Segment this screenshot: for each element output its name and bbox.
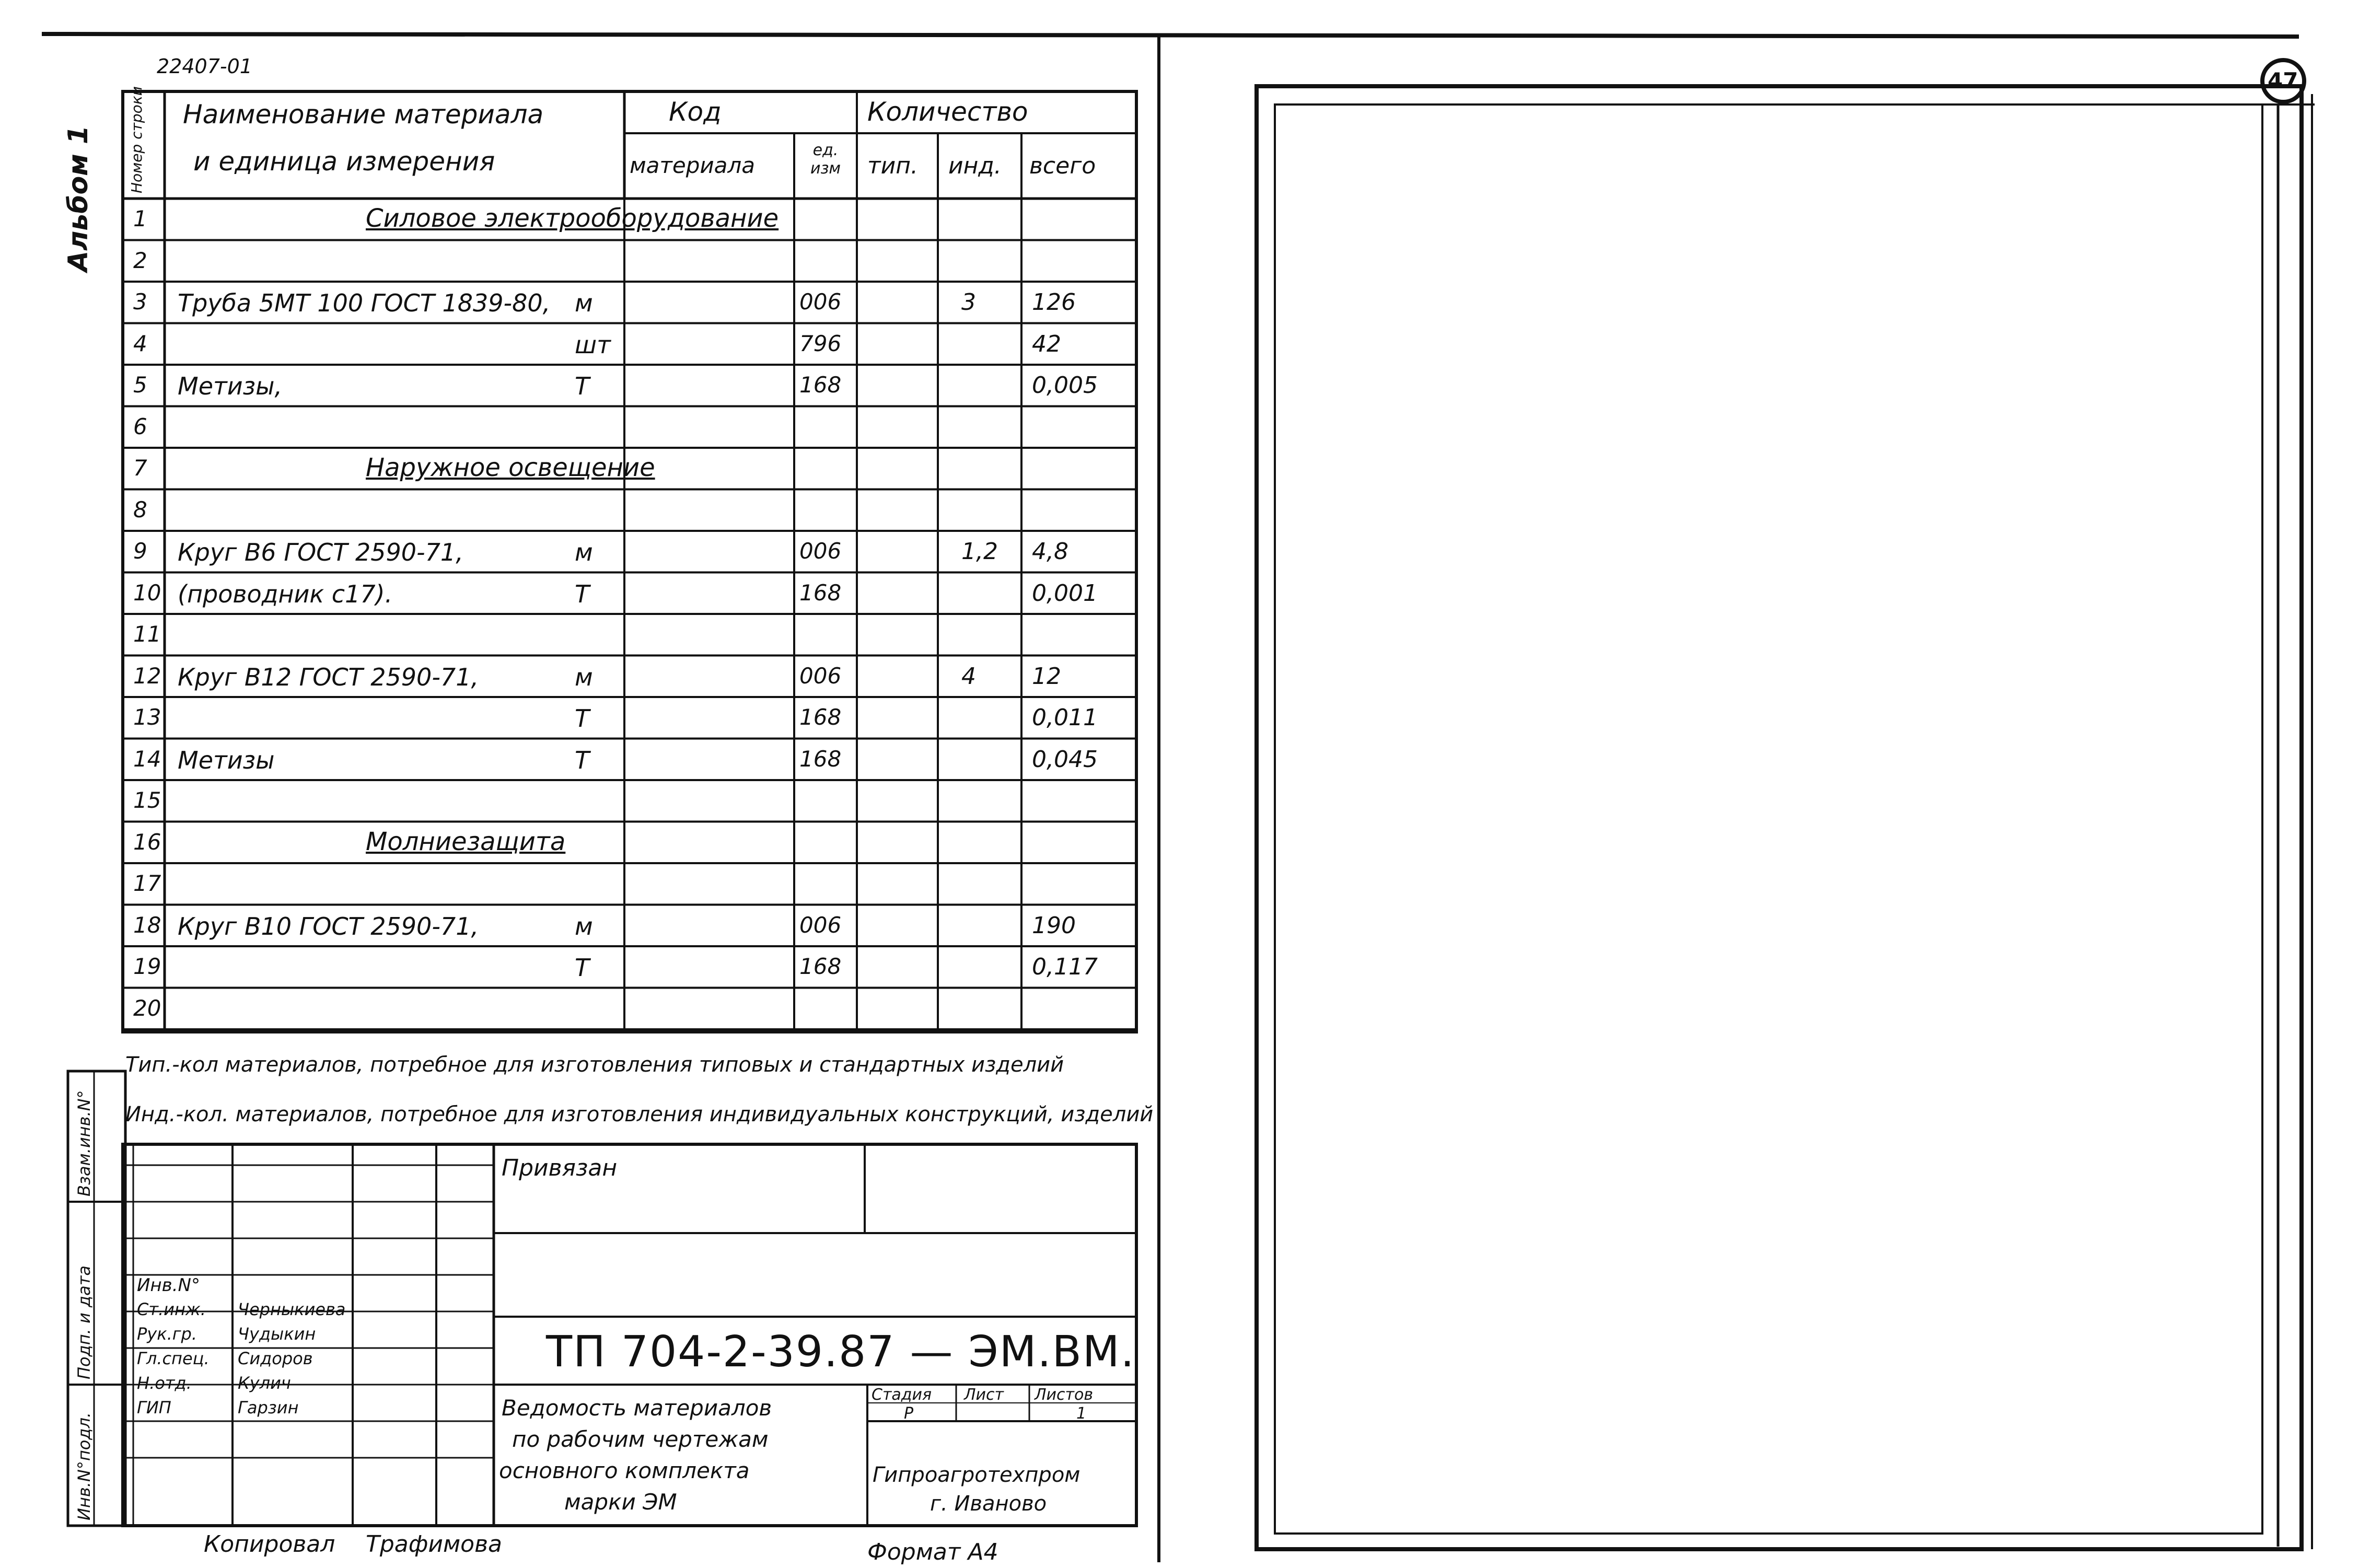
total-quantity: 4,8	[1032, 538, 1068, 565]
album-label: Альбом 1	[63, 125, 94, 272]
material-name: Метизы	[178, 746, 275, 774]
row-number: 15	[133, 787, 161, 813]
unit-code: 006	[799, 289, 842, 315]
sheet-label: Лист	[964, 1386, 1004, 1404]
person-name: Гарзин	[238, 1398, 299, 1418]
person-name: Сидоров	[238, 1349, 313, 1368]
header-material: материала	[630, 153, 756, 178]
header-name-line2: и единица измерения	[193, 146, 495, 177]
material-name: (проводник с17).	[178, 579, 393, 608]
total-quantity: 0,005	[1032, 372, 1098, 399]
row-number: 18	[133, 912, 161, 938]
unit-code: 168	[799, 954, 842, 979]
row-number: 16	[133, 829, 161, 855]
header-total: всего	[1029, 153, 1096, 179]
row-number: 13	[133, 704, 161, 730]
total-quantity: 0,001	[1032, 579, 1098, 607]
header-name-line1: Наименование материала	[183, 99, 544, 130]
row-number: 5	[133, 372, 147, 398]
material-name: Круг В6 ГОСТ 2590-71,	[178, 538, 463, 566]
material-name: Круг В12 ГОСТ 2590-71,	[178, 663, 479, 691]
doc-title-3: основного комплекта	[499, 1458, 750, 1483]
unit-label: Т	[575, 704, 590, 733]
page-number: 47	[2268, 68, 2298, 94]
row-number: 8	[133, 496, 147, 522]
row-number: 14	[133, 746, 161, 772]
total-quantity: 42	[1032, 330, 1061, 357]
material-name: Метизы,	[178, 372, 283, 400]
ind-quantity: 1,2	[961, 538, 998, 565]
unit-label: м	[575, 912, 593, 940]
total-quantity: 126	[1032, 289, 1076, 316]
header-code: Код	[669, 97, 722, 127]
row-number: 7	[133, 455, 147, 481]
unit-code: 006	[799, 538, 842, 564]
ind-quantity: 4	[961, 663, 976, 690]
side-podp-data: Подп. и дата	[74, 1265, 94, 1379]
doc-title-4: марки ЭМ	[564, 1489, 677, 1515]
unit-label: м	[575, 663, 593, 691]
designation: ТП 704-2-39.87 — ЭМ.ВМ.	[546, 1327, 1135, 1377]
privyazan-label: Привязан	[502, 1155, 618, 1181]
role-label: Ст.инж.	[137, 1299, 206, 1319]
doc-title-1: Ведомость материалов	[502, 1395, 772, 1421]
header-quantity: Количество	[867, 97, 1028, 127]
unit-code: 006	[799, 663, 842, 689]
unit-code: 168	[799, 579, 842, 606]
note-ind: Инд.-кол. материалов, потребное для изготовления индивидуальных конструкций, изделий	[125, 1102, 1154, 1126]
unit-code: 006	[799, 912, 842, 938]
unit-code: 168	[799, 746, 842, 772]
side-vzam-inv: Взам.инв.N°	[74, 1090, 94, 1197]
total-quantity: 0,045	[1032, 746, 1098, 773]
row-number: 17	[133, 870, 161, 896]
unit-label: м	[575, 289, 593, 317]
total-quantity: 0,011	[1032, 704, 1098, 731]
stage-value: Р	[904, 1404, 914, 1423]
unit-code: 168	[799, 372, 842, 398]
stage-label: Стадия	[872, 1386, 932, 1404]
role-label: ГИП	[137, 1398, 171, 1418]
total-quantity: 12	[1032, 663, 1061, 690]
unit-label: Т	[575, 372, 590, 400]
row-number: 2	[133, 247, 147, 273]
header-unit: ед. изм	[810, 141, 841, 178]
material-name: Круг В10 ГОСТ 2590-71,	[178, 912, 479, 940]
row-number: 11	[133, 621, 161, 647]
row-number: 10	[133, 579, 161, 606]
role-label: Н.отд.	[137, 1373, 192, 1393]
org-line1: Гипроагротехпром	[873, 1463, 1081, 1487]
unit-label: м	[575, 538, 593, 566]
row-number: 4	[133, 330, 147, 356]
material-name: Труба 5МТ 100 ГОСТ 1839-80,	[178, 289, 551, 317]
header-row-no: Номер строки	[128, 86, 145, 193]
role-label: Рук.гр.	[137, 1324, 197, 1344]
row-number: 19	[133, 954, 161, 979]
unit-code: 168	[799, 704, 842, 730]
unit-label: Т	[575, 954, 590, 982]
side-inv-podl: Инв.N°подл.	[74, 1412, 94, 1520]
row-number: 9	[133, 538, 147, 564]
person-name: Чудыкин	[238, 1324, 316, 1344]
format-label: Формат А4	[867, 1539, 998, 1565]
doc-title-2: по рабочим чертежам	[512, 1426, 769, 1452]
person-name: Кулич	[238, 1373, 291, 1393]
row-number: 1	[133, 206, 147, 231]
header-ind: инд.	[948, 153, 1002, 179]
sheets-label: Листов	[1035, 1386, 1094, 1404]
doc-code: 22407-01	[157, 55, 252, 78]
person-name: Черныкиева	[238, 1299, 346, 1319]
copied-label: Копировал	[204, 1531, 335, 1558]
org-line2: г. Иваново	[930, 1492, 1047, 1516]
note-typ: Тип.-кол материалов, потребное для изготовления типовых и стандартных изделий	[125, 1053, 1064, 1077]
total-quantity: 190	[1032, 912, 1076, 939]
row-number: 6	[133, 413, 147, 439]
row-number: 12	[133, 663, 161, 689]
unit-label: Т	[575, 579, 590, 608]
unit-code: 796	[799, 330, 842, 356]
inv-no-label: Инв.N°	[137, 1275, 200, 1296]
ind-quantity: 3	[961, 289, 976, 316]
unit-label: шт	[575, 330, 611, 359]
section-title: Молниезащита	[366, 827, 566, 856]
unit-label: Т	[575, 746, 590, 774]
sheets-value: 1	[1076, 1404, 1087, 1423]
section-title: Наружное освещение	[366, 453, 655, 482]
copier-name: Трафимова	[366, 1531, 502, 1558]
section-title: Силовое электрооборудование	[366, 204, 779, 233]
header-typ: тип.	[867, 153, 918, 179]
row-number: 20	[133, 995, 161, 1021]
total-quantity: 0,117	[1032, 954, 1098, 980]
role-label: Гл.спец.	[137, 1349, 210, 1368]
row-number: 3	[133, 289, 147, 315]
